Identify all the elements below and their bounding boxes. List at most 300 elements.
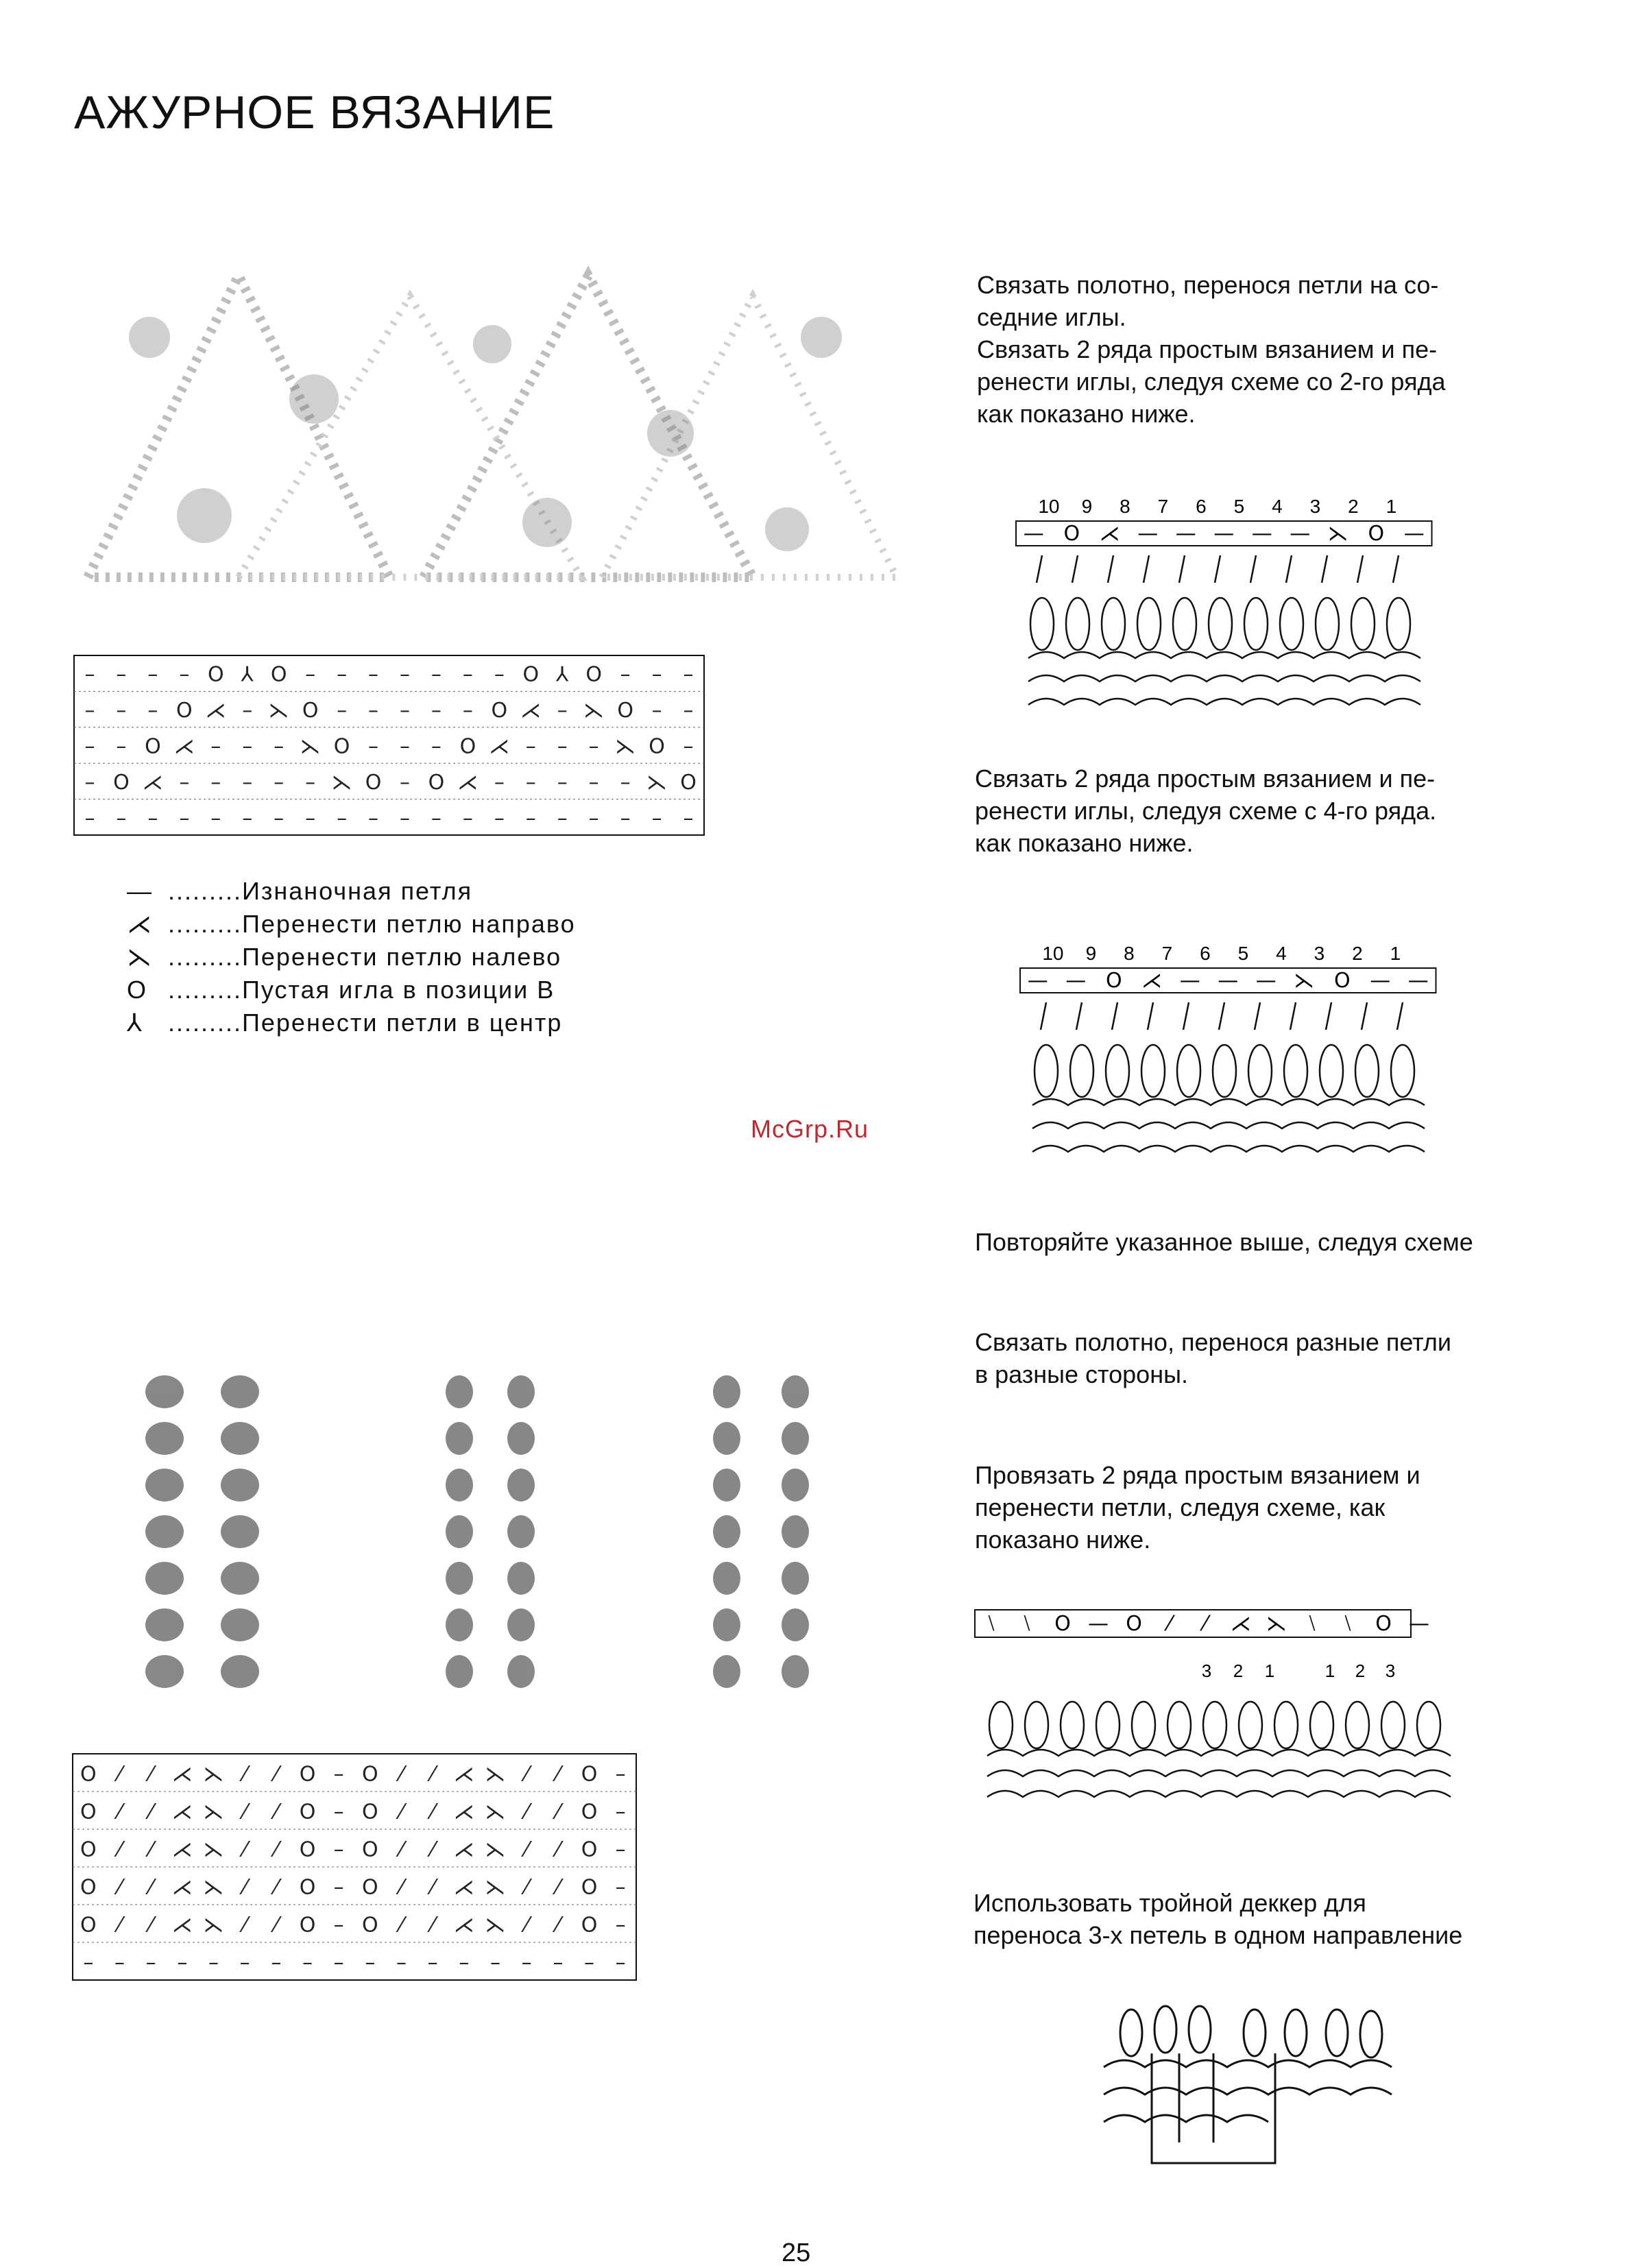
diag3-symbol: ⁄: [1203, 1612, 1207, 1636]
chart1-cell: –: [84, 770, 95, 795]
swatch2-stitch: [145, 1608, 184, 1641]
chart1-cell: –: [651, 662, 662, 687]
chart1-cell: O: [113, 770, 130, 795]
chart2-cell: –: [521, 1951, 532, 1975]
chart2-cell: –: [490, 1951, 500, 1975]
diag2-needle-number: 5: [1237, 943, 1249, 964]
swatch2-stitch: [713, 1422, 740, 1455]
chart2-cell: –: [615, 1951, 626, 1975]
swatch2-stitch: [507, 1375, 535, 1408]
chart2-cell: ⋌: [453, 1837, 474, 1862]
swatch2-stitch: [507, 1515, 535, 1548]
diag2-needle: [1362, 1002, 1367, 1030]
diag3-stitches: [987, 1702, 1451, 1797]
chart1-cell: O: [176, 699, 193, 723]
chart2-cell: ⁄: [556, 1762, 560, 1787]
chart2-cell: ⁄: [149, 1762, 153, 1787]
chart2-cell: O: [299, 1800, 316, 1824]
diag1-needle: [1215, 555, 1220, 583]
swatch2-stitch: [446, 1562, 473, 1595]
transfer-diagram-3: [973, 1608, 1495, 1814]
diag2-symbol: —: [1027, 969, 1048, 993]
chart1-cell: ⋌: [173, 734, 195, 759]
chart2-cell: –: [177, 1951, 188, 1975]
chart2-cell: –: [553, 1951, 564, 1975]
diag3-symbol: ⧵: [1024, 1612, 1030, 1636]
diag1-symbol: —: [1251, 522, 1272, 546]
chart1-cell: –: [683, 662, 694, 687]
chart1-cell: –: [337, 699, 348, 723]
chart2-cell: –: [114, 1951, 125, 1975]
chart2-cell: –: [145, 1951, 156, 1975]
legend-text: .........Перенести петлю налево: [168, 943, 562, 971]
swatch2-stitch: [145, 1422, 184, 1455]
diag2-needle-number: 2: [1352, 943, 1363, 964]
diag3-symbol: O: [1375, 1612, 1392, 1636]
instruction-paragraph-6: Использовать тройной деккер для переноса 3-х петель в одном направление: [973, 1889, 1463, 1949]
chart2-cell: ⁄: [117, 1837, 122, 1862]
diag2-needle: [1255, 1002, 1260, 1030]
chart1-cell: –: [588, 806, 599, 831]
chart2-cell: ⁄: [149, 1913, 153, 1938]
swatch2-stitch: [507, 1562, 535, 1595]
chart2-cell: ⁄: [117, 1762, 122, 1787]
chart2-cell: O: [80, 1762, 97, 1787]
chart2-cell: ⋋: [485, 1800, 506, 1824]
chart2-cell: O: [581, 1875, 598, 1900]
chart1-cell: O: [459, 734, 476, 759]
legend-text: .........Перенести петлю направо: [168, 910, 576, 938]
diag1-needle-number: 3: [1309, 496, 1321, 517]
diag3-loop: [1203, 1702, 1226, 1748]
instruction-paragraph-3: Повторяйте указанное выше, следуя схеме: [975, 1228, 1473, 1256]
diag2-loop: [1213, 1045, 1236, 1097]
chart2-cell: –: [615, 1913, 626, 1938]
chart1-cell: –: [462, 806, 473, 831]
diag1-needle: [1037, 555, 1042, 583]
chart1-cell: ⅄: [241, 662, 254, 687]
chart2-cell: ⁄: [243, 1837, 247, 1862]
chart2-cell: ⁄: [399, 1913, 404, 1938]
chart2-cell: ⋌: [171, 1913, 193, 1938]
swatch2-stitch: [782, 1515, 809, 1548]
chart1-cell: –: [368, 699, 379, 723]
chart2-cell: ⁄: [274, 1762, 278, 1787]
chart1-cell: O: [428, 770, 445, 795]
chart2-cell: ⋌: [453, 1800, 474, 1824]
chart1-cell: –: [84, 734, 95, 759]
triple-decker-illustration: [1090, 1992, 1399, 2177]
chart2-cell: ⁄: [243, 1875, 247, 1900]
diag1-needle-number: 5: [1233, 496, 1245, 517]
diag2-needle-number: 1: [1390, 943, 1401, 964]
chart2-cell: O: [299, 1762, 316, 1787]
swatch2-stitch: [713, 1515, 740, 1548]
chart2-cell: O: [362, 1762, 378, 1787]
lace-chart-1: [69, 650, 710, 841]
diag1-fabric-row: [1028, 652, 1420, 658]
chart1-cell: ⋋: [615, 734, 636, 759]
diag3-label-left: 2: [1233, 1661, 1244, 1681]
chart2-cell: ⁄: [524, 1800, 529, 1824]
chart2-cell: –: [208, 1951, 219, 1975]
diag1-needle: [1144, 555, 1149, 583]
swatch2-stitch: [446, 1515, 473, 1548]
chart1-cell: O: [680, 770, 697, 795]
chart2-cell: –: [427, 1951, 438, 1975]
diag1-loop: [1066, 598, 1089, 650]
diag1-needle-number: 6: [1196, 496, 1207, 517]
legend-text: .........Изнаночная петля: [168, 877, 473, 905]
diag1-loop: [1137, 598, 1161, 650]
chart2-cell: –: [584, 1951, 594, 1975]
diag2-loop: [1248, 1045, 1272, 1097]
diag1-stitches: [1028, 555, 1420, 705]
diag2-needle: [1290, 1002, 1296, 1030]
chart1-cell: –: [557, 770, 568, 795]
chart1-cell: –: [116, 734, 127, 759]
chart2-cell: ⁄: [524, 1837, 529, 1862]
chart2-cell: O: [362, 1913, 378, 1938]
chart1-cell: –: [116, 662, 127, 687]
chart1-cell: –: [683, 734, 694, 759]
chart1-cell: –: [651, 806, 662, 831]
chart2-cell: –: [333, 1800, 344, 1824]
chart1-cell: –: [147, 699, 158, 723]
chart1-cell: ⋋: [300, 734, 321, 759]
chart2-cell: ⁄: [243, 1913, 247, 1938]
diag1-symbol: —: [1023, 522, 1044, 546]
chart2-cell: ⋋: [485, 1762, 506, 1787]
chart2-border: [73, 1754, 636, 1980]
instruction-paragraph-1: Связать полотно, перенося петли на со- седние иглы. Связать 2 ряда простым вязанием и пе- ренести иглы, следуя схеме со 2-го ряда как показано ниже.: [977, 271, 1446, 428]
chart2-cell: O: [80, 1913, 97, 1938]
chart1-cell: –: [651, 699, 662, 723]
diag1-symbol: —: [1175, 522, 1196, 546]
legend-symbol: O: [127, 976, 147, 1004]
diag3-loop: [1274, 1702, 1298, 1748]
swatch2-stitch: [713, 1469, 740, 1501]
chart2-cell: O: [299, 1875, 316, 1900]
diag3-symbol: O: [1126, 1612, 1142, 1636]
chart1-cell: –: [431, 734, 441, 759]
chart1-cell: O: [333, 734, 350, 759]
chart1-cell: –: [494, 770, 505, 795]
diag1-needle-number: 8: [1120, 496, 1130, 517]
swatch2-stitch: [782, 1608, 809, 1641]
swatch2-stitch: [145, 1562, 184, 1595]
chart2-cell: ⋌: [453, 1875, 474, 1900]
chart2-cell: O: [581, 1837, 598, 1862]
diag3-symbol: ⋋: [1266, 1612, 1287, 1636]
chart1-cell: –: [431, 699, 441, 723]
diag1-loop: [1280, 598, 1303, 650]
diag3-fabric-row: [987, 1770, 1451, 1776]
diag2-symbol: —: [1179, 969, 1200, 993]
diag2-symbol: ⋌: [1141, 969, 1163, 993]
diag2-needle-number: 6: [1200, 943, 1211, 964]
chart2-cell: ⁄: [243, 1800, 247, 1824]
chart2-cell: O: [581, 1800, 598, 1824]
lace-swatch-photo-2: [69, 1358, 823, 1714]
diag3-loop: [1168, 1702, 1191, 1748]
chart2-cell: ⁄: [117, 1800, 122, 1824]
legend-symbol: ⅄: [127, 1009, 142, 1037]
legend-item: [127, 1006, 562, 1039]
chart1-cell: –: [399, 770, 410, 795]
swatch2-stitch: [782, 1655, 809, 1688]
chart2-cell: O: [80, 1875, 97, 1900]
diag2-needle: [1041, 1002, 1046, 1030]
diag3-fabric-row: [987, 1750, 1451, 1756]
chart1-cell: O: [585, 662, 602, 687]
diag1-symbol: ⋋: [1327, 522, 1348, 546]
chart1-cell: –: [84, 699, 95, 723]
diag2-needle: [1326, 1002, 1331, 1030]
diag3-fabric-row: [987, 1791, 1451, 1797]
chart2-cell: ⁄: [149, 1837, 153, 1862]
chart2-cell: ⁄: [556, 1875, 560, 1900]
chart2-cell: –: [333, 1875, 344, 1900]
diag2-loop: [1391, 1045, 1414, 1097]
chart2-cell: –: [333, 1951, 344, 1975]
diag3-label-right: 1: [1324, 1661, 1335, 1681]
diag1-loop: [1102, 598, 1125, 650]
chart1-cell: –: [147, 806, 158, 831]
chart1-cell: O: [207, 662, 224, 687]
diag2-needle: [1397, 1002, 1403, 1030]
chart2-cell: –: [615, 1875, 626, 1900]
chart1-cell: –: [683, 699, 694, 723]
chart2-cell: ⁄: [399, 1762, 404, 1787]
chart2-cell: ⁄: [524, 1875, 529, 1900]
diag3-loop: [1132, 1702, 1155, 1748]
swatch2-stitch: [446, 1469, 473, 1501]
swatch2-stitch: [221, 1375, 259, 1408]
diag1-symbol: —: [1403, 522, 1425, 546]
swatch2-stitch: [507, 1422, 535, 1455]
diag2-symbol: —: [1255, 969, 1277, 993]
diag1-symbol: ⋌: [1099, 522, 1120, 546]
chart2-cell: –: [239, 1951, 250, 1975]
legend-text: .........Перенести петли в центр: [168, 1009, 563, 1037]
swatch2-stitch: [221, 1655, 259, 1688]
chart2-cell: ⁄: [431, 1800, 435, 1824]
diag1-loop: [1387, 598, 1410, 650]
chart2-cell: ⋌: [171, 1762, 193, 1787]
chart2-cell: ⋌: [171, 1837, 193, 1862]
diag2-loop: [1106, 1045, 1129, 1097]
chart1-cell: –: [620, 806, 631, 831]
chart2-cell: ⁄: [149, 1875, 153, 1900]
chart1-cell: –: [116, 699, 127, 723]
diag1-needle: [1393, 555, 1399, 583]
diag3-symbol: ⋌: [1231, 1612, 1251, 1636]
diag3-label-left: 3: [1201, 1661, 1212, 1681]
chart1-cell: –: [337, 806, 348, 831]
diag1-needle: [1322, 555, 1327, 583]
chart1-cell: –: [557, 806, 568, 831]
chart1-cell: –: [305, 806, 316, 831]
chart1-cell: –: [179, 770, 190, 795]
swatch2-stitch: [221, 1515, 259, 1548]
diag3-symbol: ⧵: [1309, 1612, 1316, 1636]
chart2-cell: ⁄: [556, 1913, 560, 1938]
chart2-cell: ⋌: [171, 1800, 193, 1824]
chart1-cell: –: [557, 699, 568, 723]
chart1-cell: –: [494, 806, 505, 831]
chart2-cell: ⁄: [399, 1800, 404, 1824]
diag1-fabric-row: [1028, 699, 1420, 705]
swatch2-stitch: [713, 1608, 740, 1641]
chart2-cell: ⁄: [274, 1800, 278, 1824]
diag2-needle-number: 8: [1124, 943, 1135, 964]
legend-item: [127, 875, 472, 908]
diag2-fabric-row: [1032, 1122, 1425, 1129]
chart2-cell: –: [333, 1913, 344, 1938]
chart2-cell: O: [362, 1875, 378, 1900]
diag1-needle: [1357, 555, 1363, 583]
diag1-symbol: —: [1213, 522, 1235, 546]
diag2-stitches: [1032, 1002, 1425, 1152]
diag1-needle: [1179, 555, 1185, 583]
diag1-symbol: O: [1368, 522, 1385, 546]
diag3-loop: [1310, 1702, 1333, 1748]
swatch2-stitch: [145, 1515, 184, 1548]
swatch2-stitch: [507, 1655, 535, 1688]
transfer-diagram-2: [1019, 941, 1457, 1181]
diag2-symbol: O: [1333, 969, 1351, 993]
chart2-cell: ⋌: [453, 1913, 474, 1938]
chart2-cell: –: [333, 1762, 344, 1787]
diag1-needle-number: 4: [1272, 496, 1283, 517]
chart2-cell: ⋋: [203, 1837, 224, 1862]
diag2-needle-number: 3: [1314, 943, 1325, 964]
chart1-cell: ⋌: [205, 699, 226, 723]
lace-swatch-photo-1: [67, 255, 904, 606]
chart1-cell: –: [337, 662, 348, 687]
diag1-loop: [1209, 598, 1232, 650]
chart2-cell: O: [80, 1837, 97, 1862]
diag3-symbol: O: [1054, 1612, 1071, 1636]
swatch2-stitch: [446, 1375, 473, 1408]
swatch2-stitch: [446, 1655, 473, 1688]
chart1-cell: O: [522, 662, 540, 687]
transfer-diagram-1: [1015, 494, 1453, 734]
diag2-loop: [1070, 1045, 1093, 1097]
chart2-cell: O: [581, 1762, 598, 1787]
chart1-cell: ⋋: [268, 699, 289, 723]
chart2-cell: ⁄: [274, 1875, 278, 1900]
chart1-cell: ⋌: [520, 699, 542, 723]
chart2-cell: ⁄: [431, 1913, 435, 1938]
chart2-cell: ⁄: [431, 1837, 435, 1862]
chart1-cell: –: [399, 699, 410, 723]
chart2-cell: ⁄: [431, 1762, 435, 1787]
chart1-cell: –: [210, 770, 221, 795]
diag2-loop: [1177, 1045, 1200, 1097]
chart1-cell: –: [210, 806, 221, 831]
chart2-cell: ⁄: [117, 1913, 122, 1938]
chart1-cell: ⋌: [142, 770, 163, 795]
diag1-needle-number: 2: [1348, 496, 1359, 517]
chart2-cell: –: [615, 1837, 626, 1862]
legend-symbol: ⋌: [127, 910, 152, 938]
chart2-cell: –: [615, 1800, 626, 1824]
chart1-cell: ⋋: [331, 770, 352, 795]
chart1-cell: –: [588, 734, 599, 759]
chart1-cell: O: [365, 770, 382, 795]
chart1-cell: –: [431, 662, 441, 687]
chart1-cell: –: [683, 806, 694, 831]
diag2-loop: [1035, 1045, 1058, 1097]
chart1-cell: –: [242, 806, 253, 831]
chart1-cell: –: [274, 734, 285, 759]
legend-item: [127, 941, 561, 974]
swatch2-stitch: [446, 1422, 473, 1455]
chart1-cell: –: [274, 770, 285, 795]
chart2-cell: –: [333, 1837, 344, 1862]
diag2-symbol: ⋋: [1294, 969, 1315, 993]
diag3-label-right: 3: [1385, 1661, 1396, 1681]
diag2-loop: [1320, 1045, 1343, 1097]
diag1-needle: [1286, 555, 1292, 583]
swatch2-stitch: [782, 1562, 809, 1595]
chart1-border: [74, 655, 704, 835]
chart1-cell: –: [557, 734, 568, 759]
chart1-cell: –: [368, 662, 379, 687]
diag1-needle: [1072, 555, 1078, 583]
chart2-cell: ⁄: [149, 1800, 153, 1824]
instruction-paragraph-4: Связать полотно, перенося разные петли в разные стороны.: [975, 1328, 1451, 1388]
chart2-cell: ⁄: [524, 1762, 529, 1787]
chart1-cell: –: [431, 806, 441, 831]
chart2-cell: ⋌: [171, 1875, 193, 1900]
chart1-cell: –: [525, 770, 536, 795]
swatch2-stitch: [782, 1422, 809, 1455]
instruction-paragraph-5: Провязать 2 ряда простым вязанием и перенести петли, следуя схеме, как показано ниже.: [975, 1461, 1420, 1554]
diag3-loop: [1061, 1702, 1084, 1748]
swatch2-stitch: [507, 1608, 535, 1641]
chart2-cell: ⁄: [399, 1875, 404, 1900]
diag2-loop: [1355, 1045, 1379, 1097]
swatch2-stitch: [145, 1469, 184, 1501]
swatch2-stitch: [221, 1608, 259, 1641]
chart2-cell: ⁄: [524, 1913, 529, 1938]
diag2-needle: [1076, 1002, 1082, 1030]
chart1-cell: –: [588, 770, 599, 795]
watermark: McGrp.Ru: [751, 1115, 869, 1143]
chart2-cell: –: [615, 1762, 626, 1787]
chart2-cell: –: [396, 1951, 407, 1975]
chart2-cell: ⁄: [274, 1837, 278, 1862]
page-number: 25: [782, 2239, 811, 2267]
swatch2-stitch: [713, 1562, 740, 1595]
instruction-paragraph-2: Связать 2 ряда простым вязанием и пе- ренести иглы, следуя схеме с 4-го ряда. как показано ниже.: [975, 764, 1437, 857]
diag2-symbol: —: [1218, 969, 1239, 993]
lace-chart-2: [67, 1748, 642, 1986]
chart1-cell: –: [399, 734, 410, 759]
chart1-cell: –: [242, 734, 253, 759]
chart1-cell: –: [620, 662, 631, 687]
diag1-needle-number: 10: [1038, 496, 1060, 517]
diag3-symbol: ⁄: [1168, 1612, 1172, 1636]
diag3-loop: [989, 1702, 1013, 1748]
chart1-cell: –: [147, 662, 158, 687]
diag2-needle-number: 7: [1161, 943, 1173, 964]
chart1-cell: –: [368, 734, 379, 759]
chart2-cell: ⋋: [485, 1837, 506, 1862]
